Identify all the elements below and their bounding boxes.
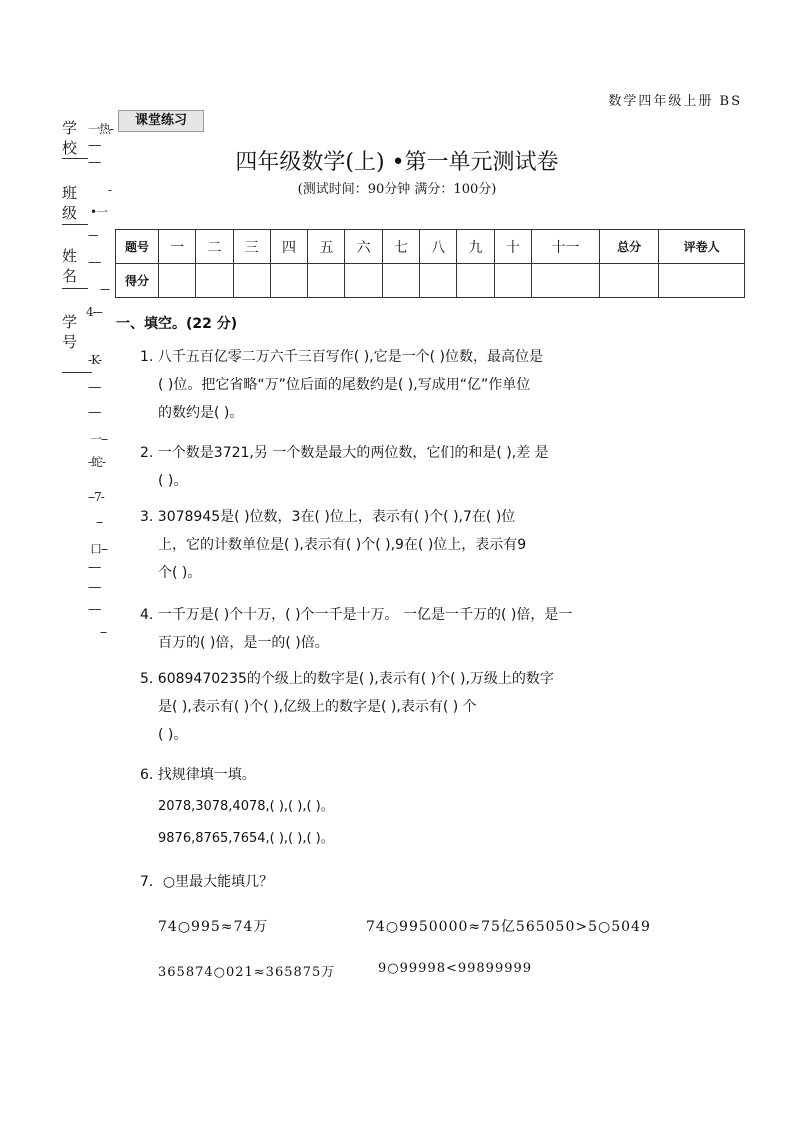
score-cell[interactable] — [270, 264, 307, 298]
score-cell[interactable] — [308, 264, 345, 298]
binding-mark: --7- — [88, 490, 104, 504]
question-number-row — [116, 230, 745, 264]
section-heading: 一、填空。(22 分) — [116, 316, 238, 332]
estimate-expression: 9○99998<99899999 — [378, 961, 533, 976]
question-line: 百万的( )倍，是一的( )倍。 — [158, 635, 329, 651]
question-line: 的数约是( )。 — [158, 405, 244, 421]
number-char-1: 学 — [62, 313, 78, 331]
school-label — [62, 118, 77, 158]
name-label — [62, 246, 77, 286]
estimate-expression: 365874○021≈365875万 — [158, 965, 336, 980]
score-cell[interactable] — [196, 264, 233, 298]
test-info: (测试时间：90分钟 满分：100分) — [297, 182, 497, 197]
sequence-2: 9876,8765,7654,( ),( ),( )。 — [158, 831, 334, 846]
table-cell: 评卷人 — [659, 230, 745, 264]
table-cell: 十一 — [531, 230, 599, 264]
class-char-2: 级 — [62, 204, 78, 222]
number-label — [62, 312, 77, 352]
table-cell: 八 — [420, 230, 457, 264]
practice-tag: 课堂练习 — [118, 110, 204, 132]
table-cell: 十 — [494, 230, 531, 264]
binding-mark: ---- — [88, 602, 101, 616]
score-cell[interactable] — [659, 264, 745, 298]
score-cell[interactable] — [159, 264, 196, 298]
table-cell: 六 — [345, 230, 382, 264]
binding-mark: •一 — [90, 205, 108, 219]
table-cell: 七 — [382, 230, 419, 264]
row-header: 得分 — [116, 264, 159, 298]
estimate-expression: 74○9950000≈75亿565050>5○5049 — [366, 919, 651, 935]
name-char-1: 姓 — [62, 247, 78, 265]
question-line: 个( )。 — [158, 565, 202, 581]
binding-mark: --- — [88, 228, 98, 242]
name-char-2: 名 — [62, 267, 78, 285]
question-line: ( )位。把它省略“万”位后面的尾数约是( ),写成用“亿”作单位 — [158, 377, 531, 393]
table-cell: 九 — [457, 230, 494, 264]
school-char-1: 学 — [62, 119, 78, 137]
question-line: 3. 3078945是( )位数，3在( )位上，表示有( )个( ),7在( )位 — [140, 509, 516, 525]
score-row — [116, 264, 745, 298]
number-underline — [62, 372, 92, 373]
question-3 — [140, 503, 745, 587]
name-underline — [62, 288, 88, 289]
binding-mark: - — [108, 183, 112, 197]
question-line: 2. 一个数是3721,另 一个数是最大的两位数，它们的和是( ),差 是 — [140, 445, 549, 461]
binding-mark: ---- — [88, 405, 101, 419]
binding-mark: ---- — [88, 155, 101, 169]
question-line: ( )。 — [158, 727, 188, 743]
binding-mark: ---- — [88, 380, 101, 394]
page-title: 四年级数学(上) •第一单元测试卷 — [235, 150, 559, 175]
score-cell[interactable] — [420, 264, 457, 298]
question-2 — [140, 439, 745, 495]
score-cell[interactable] — [382, 264, 419, 298]
score-cell[interactable] — [599, 264, 658, 298]
score-cell[interactable] — [345, 264, 382, 298]
question-1 — [140, 343, 745, 427]
table-cell: 一 — [159, 230, 196, 264]
question-line: 1. 八千五百亿零二万六千三百写作( ),它是一个( )位数，最高位是 — [140, 349, 544, 365]
school-char-2: 校 — [62, 139, 78, 157]
question-line: ( )。 — [158, 473, 188, 489]
class-underline — [62, 224, 88, 225]
table-cell: 二 — [196, 230, 233, 264]
book-header: 数学四年级上册 BS — [608, 94, 742, 109]
question-line: 5. 6089470235的个级上的数字是( ),表示有( )个( ),万级上的数字 — [140, 671, 554, 687]
school-underline — [62, 158, 88, 159]
binding-mark: ---- — [88, 255, 101, 269]
class-label — [62, 183, 77, 223]
binding-mark: 一热- — [88, 122, 114, 136]
binding-mark: 口-- — [90, 542, 108, 556]
binding-mark: ---- — [88, 580, 101, 594]
binding-mark: ---- — [88, 138, 101, 152]
score-cell[interactable] — [494, 264, 531, 298]
binding-mark: --- — [100, 282, 110, 296]
question-6 — [140, 761, 745, 789]
number-char-2: 号 — [62, 333, 78, 351]
binding-mark: 4--- — [86, 305, 102, 319]
table-cell: 总分 — [599, 230, 658, 264]
table-cell: 四 — [270, 230, 307, 264]
binding-mark: -- — [100, 625, 107, 639]
score-cell[interactable] — [531, 264, 599, 298]
binding-mark: -蛇- — [88, 455, 106, 469]
score-cell[interactable] — [233, 264, 270, 298]
row-header: 题号 — [116, 230, 159, 264]
question-line: 4. 一千万是( )个十万，( )个一千是十万。 一亿是一千万的( )倍，是一 — [140, 607, 573, 623]
question-7 — [140, 868, 745, 896]
question-line: 上，它的计数单位是( ),表示有( )个( ),9在( )位上，表示有9 — [158, 537, 527, 553]
question-line: 6. 找规律填一填。 — [140, 767, 256, 783]
class-char-1: 班 — [62, 184, 78, 202]
sequence-1: 2078,3078,4078,( ),( ),( )。 — [158, 799, 334, 814]
score-cell[interactable] — [457, 264, 494, 298]
score-table — [115, 229, 745, 298]
question-5 — [140, 665, 745, 749]
binding-mark: 一-- — [90, 432, 108, 446]
binding-mark: ---- — [88, 560, 101, 574]
question-line: 是( ),表示有( )个( ),亿级上的数字是( ),表示有( ) 个 — [158, 699, 477, 715]
estimate-expression: 74○995≈74万 — [158, 919, 269, 935]
table-cell: 五 — [308, 230, 345, 264]
question-4 — [140, 601, 745, 657]
binding-mark: -K- — [88, 353, 102, 367]
question-line: 7．○里最大能填几？ — [140, 874, 274, 890]
binding-mark: -- — [96, 515, 103, 529]
table-cell: 三 — [233, 230, 270, 264]
